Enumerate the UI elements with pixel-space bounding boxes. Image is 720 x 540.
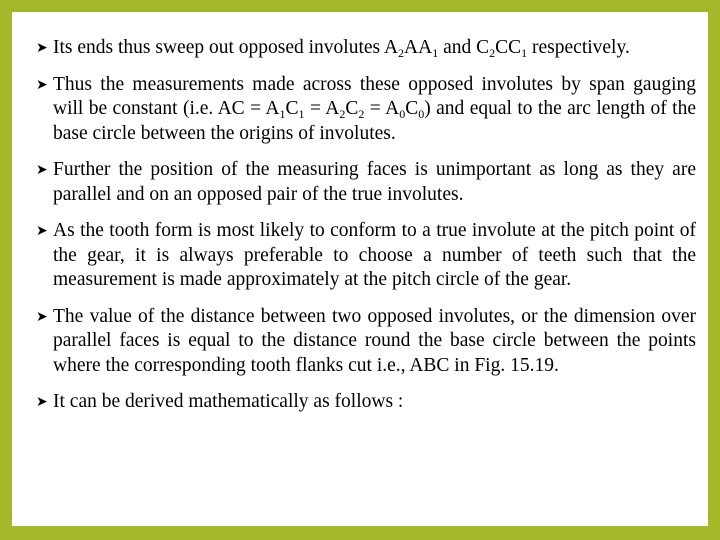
text-run: = A: [304, 98, 340, 119]
text-run: ) and equal to the arc length of the base circle between the origins of involutes.: [53, 98, 696, 144]
arrowhead-bullet-icon: ➤: [36, 394, 48, 410]
bullet-item: [36, 305, 696, 379]
bullet-text: [53, 306, 696, 376]
subscript: 1: [432, 46, 439, 60]
text-run: As the tooth form is most likely to conform to a true involute at the pitch point of the gear, it is always preferable to choose a number of teeth such that the measurement is made approximately at the pitch circle of the gear.: [53, 220, 696, 290]
text-run: AA: [404, 37, 433, 58]
subscript: 0: [399, 107, 406, 121]
bullet-text: [53, 37, 630, 58]
text-run: Thus the measurements made across these opposed involutes by span gauging will be constant (i.e. AC = A: [53, 73, 696, 119]
arrowhead-bullet-icon: ➤: [36, 76, 48, 93]
text-run: respectively.: [527, 37, 630, 58]
subscript: 2: [398, 46, 405, 60]
bullet-item: [36, 36, 696, 61]
text-run: CC: [495, 37, 522, 58]
subscript: 1: [521, 46, 528, 60]
bullet-text: [53, 74, 696, 144]
bullet-text: [53, 220, 696, 290]
text-run: = A: [364, 98, 400, 119]
text-run: and C: [438, 37, 490, 58]
bullet-item: [36, 73, 696, 147]
subscript: 2: [489, 46, 496, 60]
text-run: The value of the distance between two opposed involutes, or the dimension over parallel faces is equal to the distance round the base circle between the points where the corresponding tooth flanks cut i.e., ABC in Fig. 15.19.: [53, 305, 696, 376]
bullet-item: [36, 219, 696, 293]
bullet-text: [53, 159, 696, 205]
subscript: 1: [298, 107, 305, 121]
text-run: C: [285, 98, 299, 119]
bullet-text: [53, 391, 403, 412]
bullet-item: [36, 158, 696, 207]
text-run: Its ends thus sweep out opposed involutes A: [53, 37, 399, 58]
subscript: 0: [418, 107, 425, 121]
bullet-item: [36, 390, 696, 415]
arrowhead-bullet-icon: ➤: [36, 223, 48, 239]
arrowhead-bullet-icon: ➤: [36, 162, 48, 178]
text-run: C: [345, 98, 359, 119]
bullet-list: [36, 36, 696, 415]
subscript: 2: [339, 107, 346, 121]
subscript: 2: [358, 107, 365, 121]
slide: [12, 12, 708, 526]
arrowhead-bullet-icon: ➤: [36, 40, 48, 56]
text-run: It can be derived mathematically as follows :: [53, 391, 404, 412]
text-run: C: [405, 98, 419, 119]
text-run: Further the position of the measuring faces is unimportant as long as they are parallel and on an opposed pair of the true involutes.: [53, 159, 696, 205]
subscript: 1: [279, 107, 286, 121]
arrowhead-bullet-icon: ➤: [36, 308, 48, 325]
